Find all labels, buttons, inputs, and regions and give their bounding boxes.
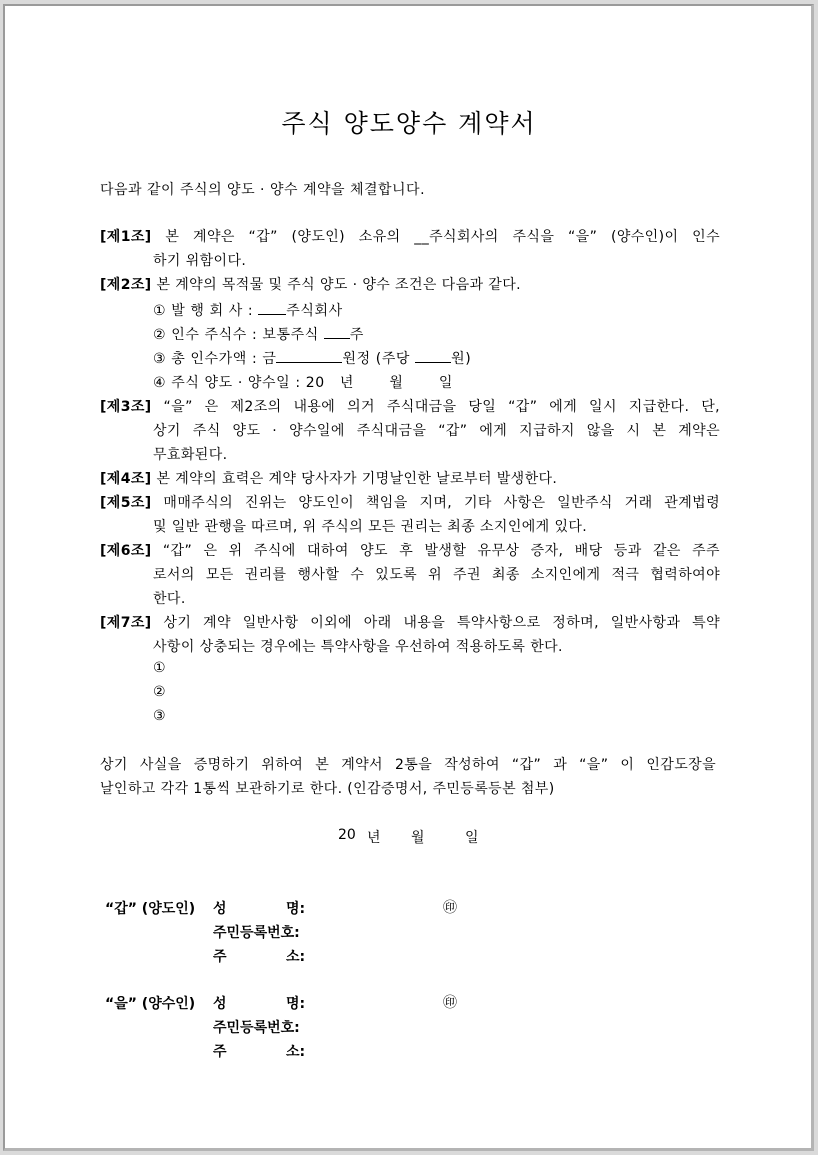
date-month-label: 월 [411, 830, 425, 846]
article-label: [제7조] [100, 615, 152, 631]
date-day-label: 일 [465, 830, 479, 846]
closing-statement: 상기 사실을 증명하기 위하여 본 계약서 2통을 작성하여 “갑” 과 “을” 이 인감도장을 날인하고 각각 1통씩 보관하기로 한다. (인감증명서, 주민등록등본 첨부) [100, 757, 716, 797]
special-item-3: ③ [153, 708, 167, 724]
article-6: [제6조] “갑” 은 위 주식에 대하여 양도 후 발생할 유무상 증자, 배당 등과 같은 주주 로서의 모든 권리를 행사할 수 있도록 위 주권 최종 소지인에게 적극 협력하여야 한다. [100, 543, 720, 607]
party-eul-role: “을” (양수인) [105, 996, 196, 1012]
article-4: [제4조] 본 계약의 효력은 계약 당사자가 기명날인한 날로부터 발생한다. [100, 471, 558, 487]
party-gap-role: “갑” (양도인) [105, 901, 196, 917]
intro-text: 다음과 같이 주식의 양도 · 양수 계약을 체결합니다. [100, 182, 426, 198]
party-gap-address-label: 주 [213, 949, 227, 965]
special-item-1: ① [153, 660, 167, 676]
article-label: [제2조] [100, 277, 152, 293]
seal-icon: ㊞ [443, 995, 457, 1011]
party-eul-id-label: 주민등록번호: [213, 1020, 300, 1036]
article-label: [제4조] [100, 471, 152, 487]
seal-icon: ㊞ [443, 900, 457, 916]
party-eul-name-label2: 명: [286, 996, 306, 1012]
article-2-item-1: ① 발 행 회 사 : 주식회사 [153, 300, 343, 320]
date-year-label: 년 [367, 830, 381, 846]
article-2-item-2: ② 인수 주식수 : 보통주식 주 [153, 324, 364, 344]
party-gap-id-label: 주민등록번호: [213, 925, 300, 941]
article-label: [제1조] [100, 229, 152, 245]
party-gap-name-label2: 명: [286, 901, 306, 917]
party-gap-address-label2: 소: [286, 949, 306, 965]
article-label: [제5조] [100, 495, 152, 511]
article-3: [제3조] “을” 은 제2조의 내용에 의거 주식대금을 당일 “갑” 에게 일시 지급한다. 단, 상기 주식 양도 · 양수일에 주식대금을 “갑” 에게 지급하지 않을 시 본 계약은 무효화된다. [100, 399, 720, 463]
article-2-item-3: ③ 총 인수가액 : 금 원정 (주당 원) [153, 348, 471, 368]
article-2-item-4: ④ 주식 양도 · 양수일 : 20 년 월 일 [153, 375, 453, 391]
article-label: [제6조] [100, 543, 152, 559]
special-item-2: ② [153, 684, 167, 700]
article-1: [제1조] 본 계약은 “갑” (양도인) 소유의 __주식회사의 주식을 “을” (양수인)이 인수 하기 위함이다. [100, 229, 720, 269]
article-7: [제7조] 상기 계약 일반사항 이외에 아래 내용을 특약사항으로 정하며, 일반사항과 특약 사항이 상충되는 경우에는 특약사항을 우선하여 적용하도록 한다. [100, 615, 720, 655]
article-2: [제2조] 본 계약의 목적물 및 주식 양도 · 양수 조건은 다음과 같다. [100, 277, 521, 293]
article-label: [제3조] [100, 399, 152, 415]
party-eul-name-label: 성 [213, 996, 227, 1012]
party-eul-address-label: 주 [213, 1044, 227, 1060]
party-gap-name-label: 성 [213, 901, 227, 917]
date-year: 20 [338, 827, 356, 843]
party-eul-address-label2: 소: [286, 1044, 306, 1060]
document-title: 주식 양도양수 계약서 [281, 109, 537, 138]
article-5: [제5조] 매매주식의 진위는 양도인이 책임을 지며, 기타 사항은 일반주식 거래 관계법령 및 일반 관행을 따르며, 위 주식의 모든 권리는 최종 소지인에게 있다. [100, 495, 720, 535]
